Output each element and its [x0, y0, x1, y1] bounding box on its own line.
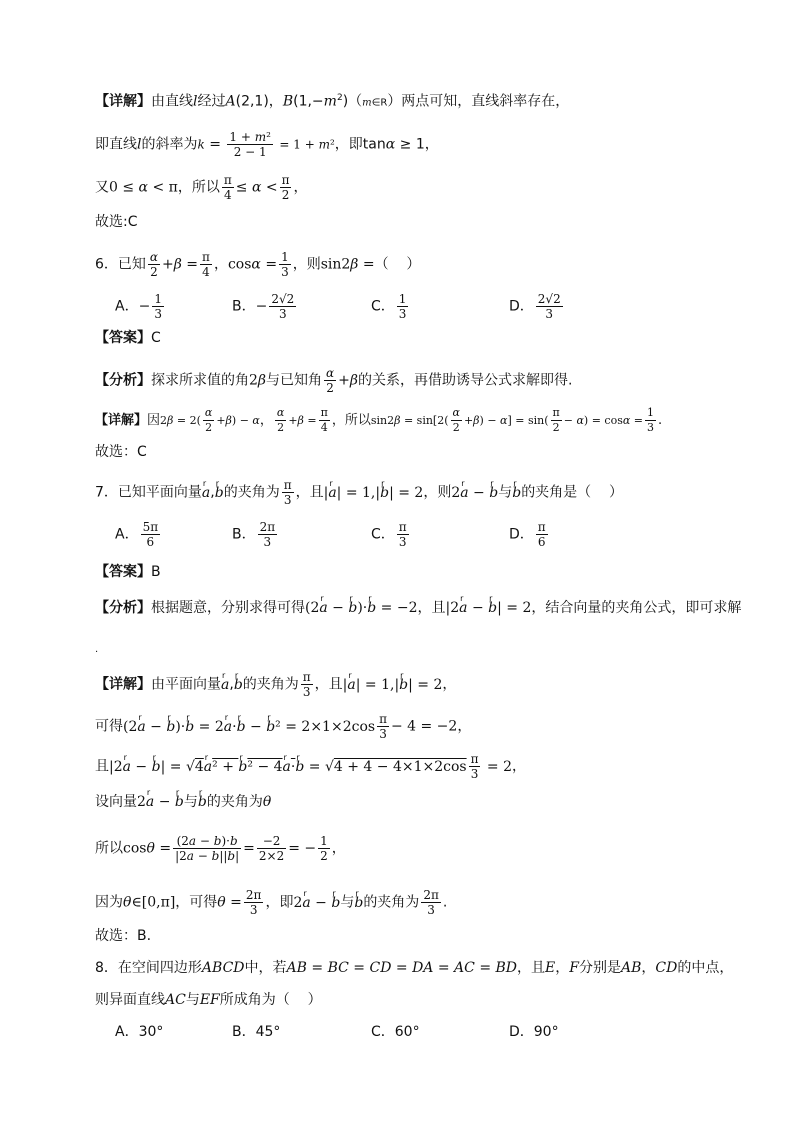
q7-detail-line-4: 设向量2r a − r b与r b的夹角为θ [95, 792, 271, 812]
q7-stem: 7．已知平面向量r a,r b的夹角为 $\frac{\pi}{3}$ ，且|r a| = 1,|r b| = 2，则2r a − r b与r b的夹角是（ ） [95, 478, 623, 507]
q8-stem-line-1: 8．在空间四边形ABCD中，若AB = BC = CD = DA = AC = BD，且E，F分别是AB，CD的中点， [95, 960, 734, 976]
q7-detail-line-3: 且|2r a − r b| = √4r a² + r b² − 4r a·r b = √4 + 4 − 4×1×2cos $\frac{\pi}{3}$ = 2， [95, 752, 526, 781]
q6-option-c: C． $\frac{1}{3}$ [371, 292, 407, 321]
q6-analysis: 【分析】探求所求值的角2β与已知角 $\frac{\alpha}{2}$ +β的关系，再借助诱导公式求解即得. [95, 366, 573, 395]
q8-option-a: A．30° [115, 1024, 164, 1040]
q6-choice: 故选：C [95, 444, 147, 460]
q6-answer: 【答案】C [95, 330, 161, 346]
q7-detail-line-1: 【详解】由平面向量r a,r b的夹角为 $\frac{\pi}{3}$ ，且|r a| = 1,|r b| = 2， [95, 670, 456, 699]
q8-option-d: D．90° [509, 1024, 559, 1040]
q7-option-d: D． $\frac{\pi}{6}$ [509, 520, 546, 549]
q6-option-d: D． $\frac{2√2}{3}$ [509, 292, 561, 321]
p5-detail-line-1: 【详解】由直线l经过A(2,1)，$B(1,-m^2)(m\in R)$两点可知，直线斜率存在， [95, 93, 570, 110]
q7-option-c: C． $\frac{\pi}{3}$ [371, 520, 407, 549]
q7-detail-line-5: 所以cosθ = $\frac{(2a - b)\cdot b}{|2a - b||b|}$ = $\frac{-2}{2\times 2}$ = − $\frac{1}{2}$ ， [95, 834, 346, 863]
q8-stem-line-2: 则异面直线AC与EF所成角为（ ） [95, 992, 322, 1008]
q6-stem: 6．已知 $\frac{\alpha}{2}$ +β = $\frac{\pi}{4}$ ，cosα = $\frac{1}{3}$ ，则sin2β =（ ） [95, 250, 421, 279]
q7-detail-line-6: 因为θ∈[0,π]，可得θ = $\frac{2\pi}{3}$ ，即2r a − r b与r b的夹角为 $\frac{2\pi}{3}$ . [95, 888, 447, 917]
q7-option-b: B． $\frac{2\pi}{3}$ [232, 520, 276, 549]
q8-option-c: C．60° [371, 1024, 420, 1040]
q7-answer: 【答案】B [95, 564, 161, 580]
q7-detail-line-2: 可得(2r a − r b)·r b = 2r a·r b − r b² = 2×1×2cos $\frac{\pi}{3}$ − 4 = −2， [95, 712, 471, 741]
p5-answer-choice: 故选:C [95, 214, 138, 230]
q6-option-a: A．− $\frac{1}{3}$ [115, 292, 162, 321]
q7-option-a: A． $\frac{5\pi}{6}$ [115, 520, 159, 549]
q7-choice: 故选：B. [95, 928, 152, 944]
q6-option-b: B．− $\frac{2√2}{3}$ [232, 292, 295, 321]
q7-analysis: 【分析】根据题意，分别求得可得(2r a − r b)·r b = −2，且|2r a − r b| = 2，结合向量的夹角公式，即可求解 [95, 598, 741, 618]
q6-detail: 【详解】因2β = 2( $\frac{\alpha}{2}$ +β) − α， $\frac{\alpha}{2}$ +β = $\frac{\pi}{4}$ ，所以sin2β = sin[2( $\frac{\alpha}{2}$ +β) − α] = sin( $\frac{\pi}{2}$ − α) = cosα = $\frac{1}{3}$ . [95, 406, 663, 434]
p5-detail-line-3: 又0 ≤ α < π，所以 $\frac{\pi}{4}$ ≤ α < $\frac{\pi}{2}$ ， [95, 173, 308, 202]
p5-detail-line-2: 即直线l的斜率为k = $\frac{\text{1 + m²}}{2 - 1}$ = 1 + m²，即tanα ≥ 1， [95, 130, 439, 159]
q8-option-b: B．45° [232, 1024, 281, 1040]
